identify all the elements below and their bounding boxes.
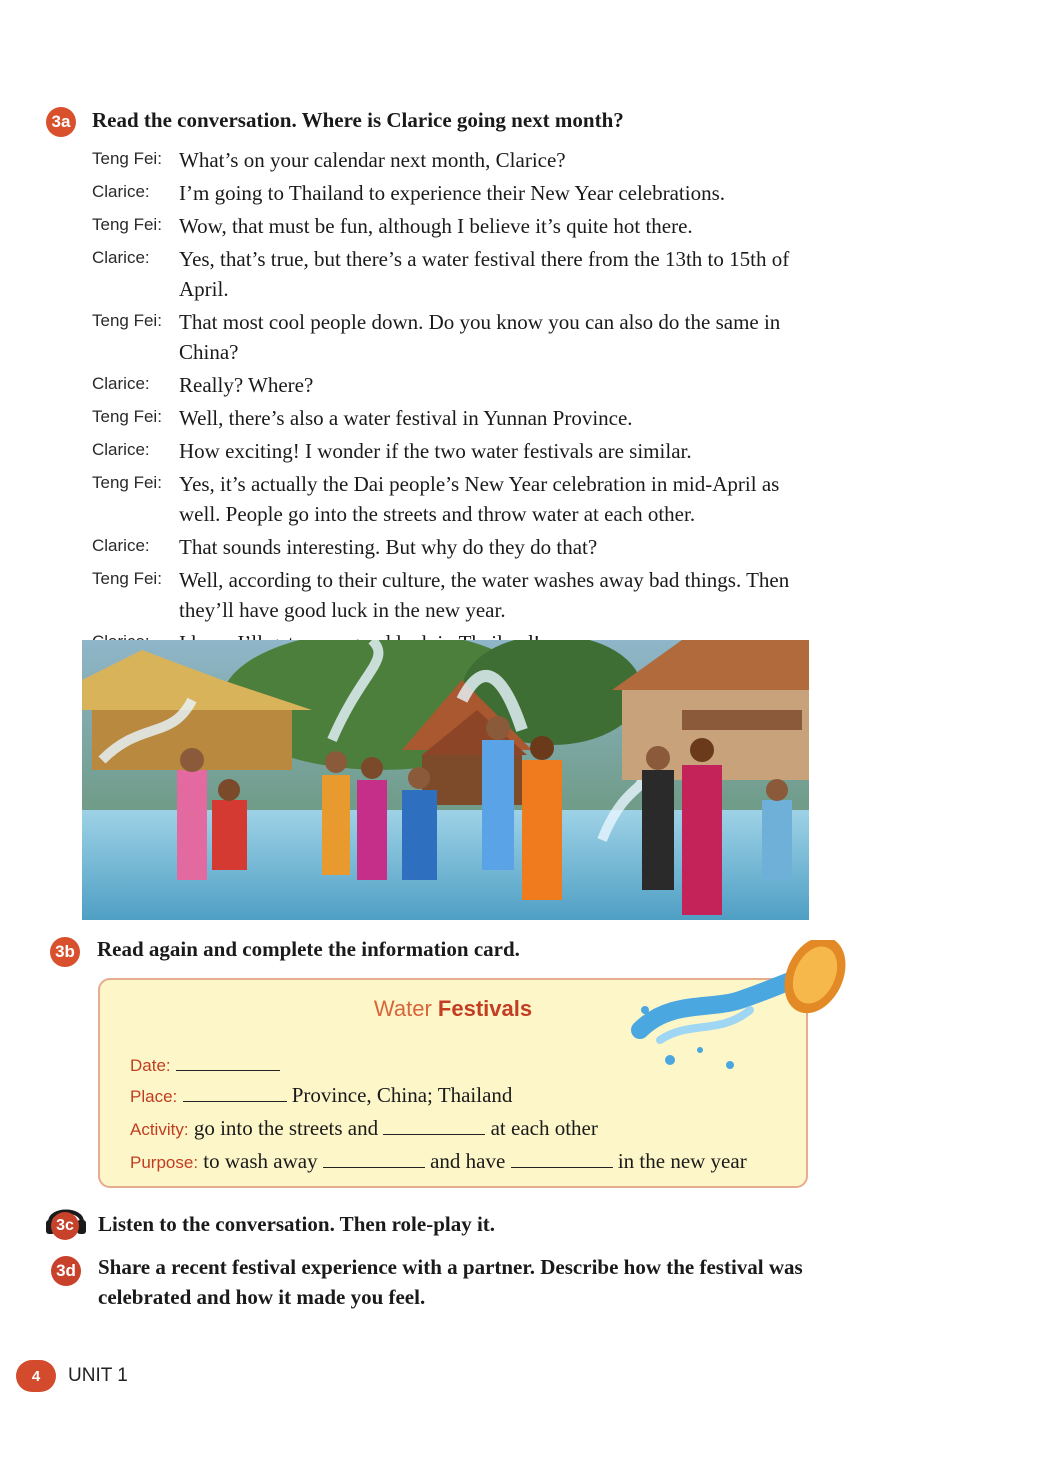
card-title-water: Water [373,996,432,1021]
speaker-name: Clarice: [92,536,150,555]
activity-label: Activity: [130,1120,189,1139]
dialogue-text: Yes, that’s true, but there’s a water festival there from the 13th to 15th of April. [179,247,790,301]
dialogue-line [92,307,812,367]
card-row-date [130,1052,280,1077]
task-3d-badge: 3d [51,1256,81,1286]
dialogue-line [92,532,812,562]
speaker-name: Teng Fei: [92,407,162,426]
purpose-text-3: in the new year [617,1149,747,1173]
dialogue-text: I’m going to Thailand to experience their New Year celebrations. [179,181,726,205]
task-3b-badge: 3b [50,937,80,967]
dialogue-line [92,436,812,466]
dialogue [92,145,812,661]
dialogue-line [92,370,812,400]
purpose-text-2: and have [430,1149,506,1173]
dialogue-line [92,403,812,433]
dialogue-line [92,469,812,529]
dialogue-line [92,145,812,175]
water-festival-photo [82,640,809,920]
dialogue-text: That sounds interesting. But why do they do that? [179,535,598,559]
card-row-purpose [130,1149,747,1174]
task-3c-badge: 3c [51,1212,79,1240]
unit-label: UNIT 1 [68,1365,128,1386]
speaker-name: Clarice: [92,374,150,393]
task-3d-prompt: Share a recent festival experience with a partner. Describe how the festival was celebrated and how it made you feel. [98,1255,803,1309]
purpose-label: Purpose: [130,1153,199,1172]
activity-blank[interactable] [383,1116,485,1135]
dialogue-line [92,244,812,304]
water-bowl-illustration [630,940,850,1080]
dialogue-line [92,178,812,208]
speaker-name: Teng Fei: [92,215,162,234]
task-3a-badge: 3a [46,107,76,137]
speaker-name: Clarice: [92,248,150,267]
card-title-festivals: Festivals [437,996,533,1021]
page-number: 4 [16,1360,56,1392]
dialogue-text: Yes, it’s actually the Dai people’s New Year celebration in mid-April as well. People go into the streets and throw water at each other. [179,472,780,526]
purpose-blank-1[interactable] [323,1149,425,1168]
purpose-text-1: to wash away [203,1149,318,1173]
dialogue-text: That most cool people down. Do you know you can also do the same in China? [179,310,781,364]
card-row-place [130,1083,512,1108]
dialogue-text: Wow, that must be fun, although I believe it’s quite hot there. [179,214,693,238]
purpose-blank-2[interactable] [511,1149,613,1168]
dialogue-text: How exciting! I wonder if the two water festivals are similar. [179,439,692,463]
dialogue-line [92,211,812,241]
task-3b-prompt: Read again and complete the information card. [97,937,520,961]
dialogue-text: Well, according to their culture, the water washes away bad things. Then they’ll have good luck in the new year. [179,568,790,622]
dialogue-line [92,565,812,625]
dialogue-text: Really? Where? [179,373,314,397]
place-text: Province, China; Thailand [291,1083,513,1107]
dialogue-text: Well, there’s also a water festival in Yunnan Province. [179,406,633,430]
activity-text-2: at each other [490,1116,598,1140]
speaker-name: Teng Fei: [92,473,162,492]
speaker-name: Teng Fei: [92,569,162,588]
speaker-name: Clarice: [92,182,150,201]
date-blank[interactable] [176,1052,280,1071]
place-blank[interactable] [183,1083,287,1102]
activity-text-1: go into the streets and [193,1116,379,1140]
task-3c-prompt: Listen to the conversation. Then role-play it. [98,1212,496,1236]
speaker-name: Clarice: [92,440,150,459]
card-row-activity [130,1116,598,1141]
speaker-name: Teng Fei: [92,149,162,168]
date-label: Date: [130,1056,171,1075]
speaker-name: Teng Fei: [92,311,162,330]
task-3a-prompt: Read the conversation. Where is Clarice going next month? [92,108,624,132]
place-label: Place: [130,1087,178,1106]
dialogue-text: What’s on your calendar next month, Clarice? [179,148,566,172]
